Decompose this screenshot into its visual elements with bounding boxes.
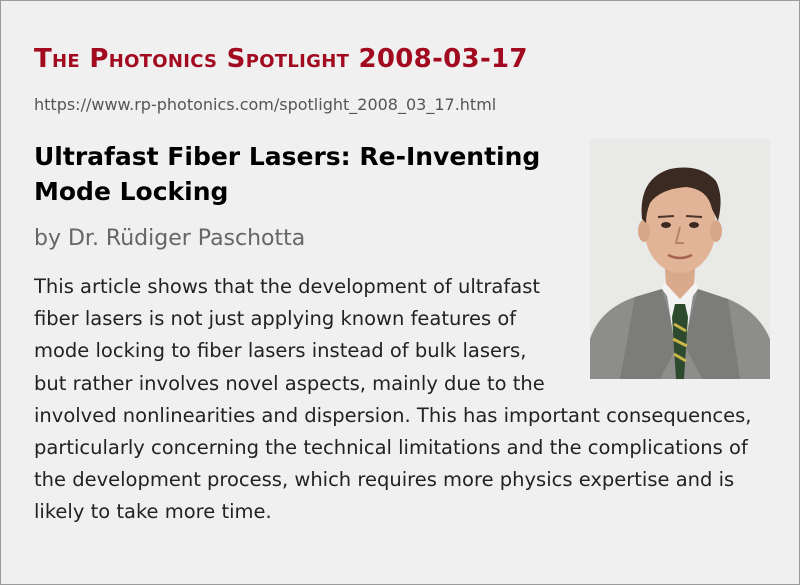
photo-float-spacer [564, 271, 774, 383]
article-abstract [34, 271, 774, 529]
article-url[interactable]: https://www.rp-photonics.com/spotlight_2008_03_17.html [34, 95, 497, 114]
article-headline: Ultrafast Fiber Lasers: Re-Inventing Mode Locking [34, 142, 541, 206]
spotlight-title: The Photonics Spotlight 2008-03-17 [34, 44, 528, 74]
abstract-text: This article shows that the development of ultrafast fiber lasers is not just applying known features of mode locking to fiber lasers instead of bulk lasers, but rather involves novel aspects, mainly due to the involved nonlinearities and dispersion. This has important consequences, particularly concerning the technical limitations and the complications of the development process, which requires more physics expertise and is likely to take more time. [34, 275, 752, 524]
author-byline: by Dr. Rüdiger Paschotta [34, 226, 306, 251]
